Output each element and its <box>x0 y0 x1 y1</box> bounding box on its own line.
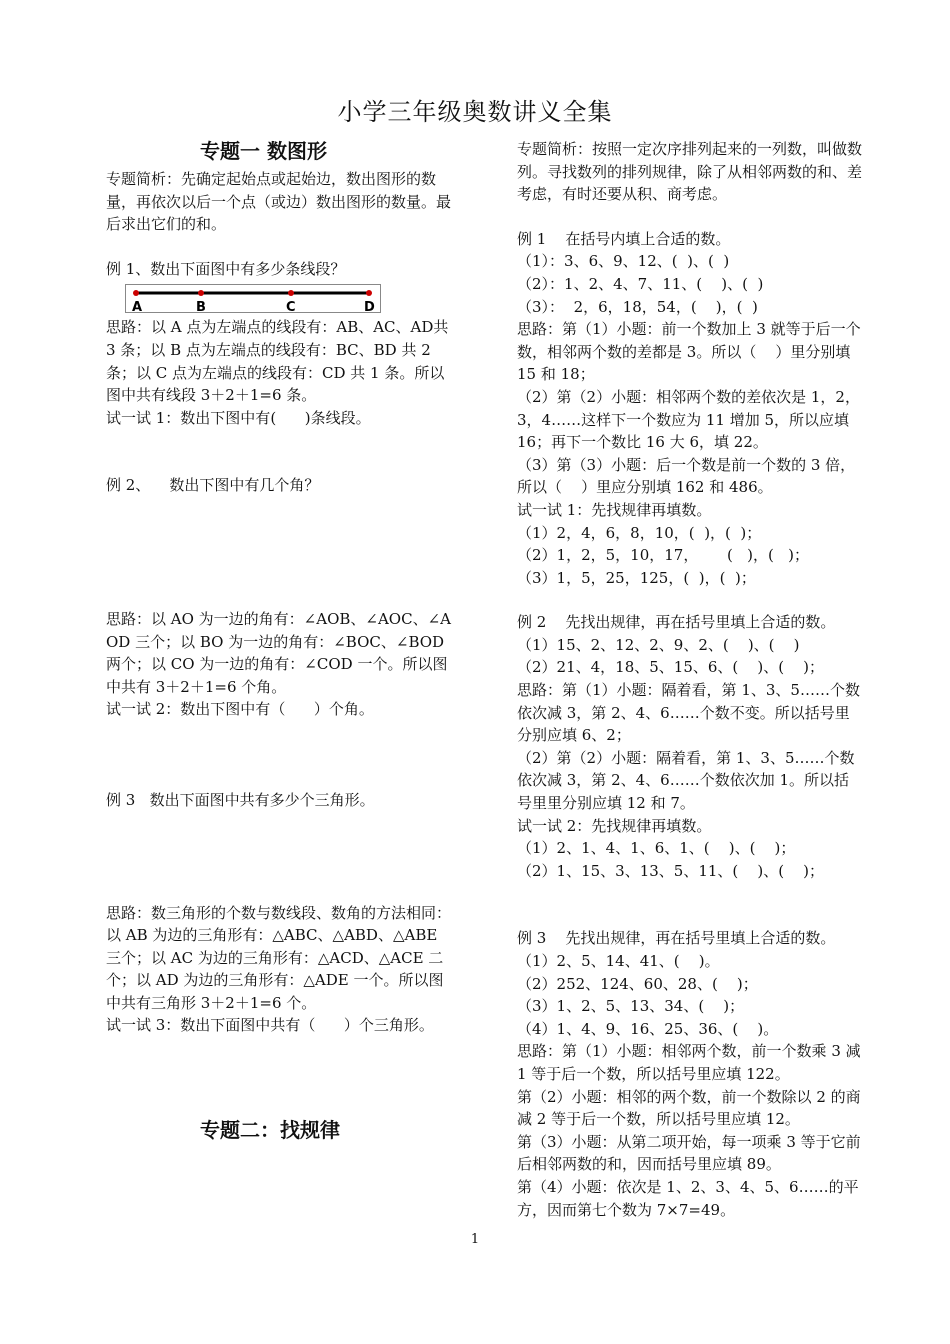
segment-diagram <box>125 284 385 314</box>
r-example1-solution: （2）第（2）小题：相邻两个数的差依次是 1，2，3，4……这样下一个数应为 11 增加 5，所以应填 16；再下一个数比 16 大 6，填 22。 <box>517 387 860 452</box>
point-a <box>133 290 139 296</box>
r-example1-item: （3）： 2，6，18，54，( )，( ) <box>517 297 758 316</box>
r-example3-item: （1）2、5、14、41、( )。 <box>517 952 720 970</box>
label-b: B <box>196 300 206 315</box>
r-example2-item: （2）21、4，18、5、15、6、( )、( )； <box>517 658 824 677</box>
r-try1-item: （3）1，5，25，125，( )，( )； <box>517 568 756 587</box>
r-example3-solution: 思路：第（1）小题：相邻两个数，前一个数乘 3 减 1 等于后一个数，所以括号里应填 122。 <box>517 1042 866 1083</box>
r-example3-item: （4）1、4、9、16、25、36、( )。 <box>517 1019 779 1038</box>
topic1-heading: 专题一 数图形 <box>200 139 327 163</box>
r-example1-item: （2）：1、2、4、7、11、( )、( ) <box>517 274 764 293</box>
r-try2-item: （2）1、15、3、13、5、11、( )、( )； <box>517 861 824 880</box>
point-d <box>366 290 372 296</box>
example2-solution: 思路：以 AO 为一边的角有：∠AOB、∠AOC、∠AOD 三个；以 BO 为一边的角有：∠BOC、∠BOD 两个；以 CO 为一边的角有：∠COD 一个。所以图中共有 3＋2＋1=6 个角。 <box>106 609 451 696</box>
r-try1-item: （2）1，2，5，10，17， ( )，( )； <box>517 546 809 565</box>
topic2-heading: 专题二：找规律 <box>200 1118 340 1143</box>
r-example3-question: 例 3 先找出规律，再在括号里填上合适的数。 <box>517 929 836 948</box>
r-try1-item: （1）2，4，6，8，10，( )，( )； <box>517 523 762 542</box>
r-example1-solution: 思路：第（1）小题：前一个数加上 3 就等于后一个数，相邻两个数的差都是 3。所以（ ）里分别填 15 和 18； <box>517 320 861 384</box>
left-column <box>106 138 454 1147</box>
example1-question: 例 1、数出下面图中有多少条线段？ <box>106 259 346 278</box>
figure-frame <box>126 285 381 313</box>
r-example3-solution: 第（3）小题：从第二项开始，每一项乘 3 等于它前后相邻两数的和，因而括号里应填 89。 <box>517 1132 861 1174</box>
r-example3-item: （3）1、2、5、13、34、( )； <box>517 997 745 1016</box>
point-c <box>288 290 294 296</box>
r-example2-question: 例 2 先找出规律，再在括号里填上合适的数。 <box>517 613 836 632</box>
right-column <box>517 138 866 1221</box>
r-example2-item: （1）15、2、12、2、9、2、( )、( ) <box>517 635 800 654</box>
r-example2-solution: 思路：第（1）小题：隔着看，第 1、3、5……个数依次减 3，第 2、4、6……个数不变。所以括号里分别应填 6、2； <box>517 681 860 745</box>
r-try1: 试一试 1：先找规律再填数。 <box>517 500 712 519</box>
label-c: C <box>286 300 296 315</box>
topic1-intro: 专题简析：先确定起始点或起始边，数出图形的数量，再依次以后一个点（或边）数出图形的数量。最后求出它们的和。 <box>106 170 452 234</box>
r-example1-question: 例 1 在括号内填上合适的数。 <box>517 229 731 248</box>
topic2-intro: 专题简析：按照一定次序排列起来的一列数，叫做数列。寻找数列的排列规律，除了从相邻两数的和、差考虑，有时还要从积、商考虑。 <box>517 140 863 204</box>
r-example3-item: （2）252、124、60、28、( )； <box>517 974 758 993</box>
document-title: 小学三年级奥数讲义全集 <box>337 98 613 126</box>
r-example1-item: （1）：3、6、9、12、( )、( ) <box>517 252 730 271</box>
example1-solution: 思路：以 A 点为左端点的线段有：AB、AC、AD共 3 条；以 B 点为左端点的线段有：BC、BD 共 2条；以 C 点为左端点的线段有：CD 共 1 条。所以图中共有线段 3＋2＋1=6 条。 <box>106 318 454 405</box>
r-try2-item: （1）2、1、4、1、6、1、( )、( )； <box>517 839 796 858</box>
r-example2-solution: （2）第（2）小题：隔着看，第 1、3、5……个数依次减 3，第 2、4、6……个数依次加 1。所以括号里里分别应填 12 和 7。 <box>517 748 855 813</box>
page-number: 1 <box>470 1232 480 1247</box>
example3-solution: 思路：数三角形的个数与数线段、数角的方法相同：以 AB 为边的三角形有：△ABC、△ABD、△ABE 三个；以 AC 为边的三角形有：△ACD、△ACE 二个；以 AD 为边的三角形有：△ADE 一个。所以图中共有三角形 3＋2＋1=6 个。 <box>106 903 452 1012</box>
try1: 试一试 1：数出下图中有( )条线段。 <box>106 408 371 427</box>
try3: 试一试 3：数出下面图中共有（ ）个三角形。 <box>106 1016 434 1035</box>
line-segment-figure <box>125 284 385 314</box>
r-try2: 试一试 2：先找规律再填数。 <box>517 816 712 835</box>
example2-question: 例 2、 数出下图中有几个角？ <box>106 476 320 495</box>
r-example3-solution: 第（4）小题：依次是 1、2、3、4、5、6……的平方，因而第七个数为 7×7=49。 <box>517 1177 859 1219</box>
label-d: D <box>364 300 375 315</box>
label-a: A <box>132 300 143 315</box>
r-example3-solution: 第（2）小题：相邻的两个数，前一个数除以 2 的商减 2 等于后一个数，所以括号里应填 12。 <box>517 1087 861 1129</box>
point-b <box>198 290 204 296</box>
example3-question: 例 3 数出下面图中共有多少个三角形。 <box>106 790 375 809</box>
r-example1-solution: （3）第（3）小题：后一个数是前一个数的 3 倍，所以（ ）里应分别填 162 和 486。 <box>517 455 856 497</box>
try2: 试一试 2：数出下图中有（ ）个角。 <box>106 700 374 719</box>
